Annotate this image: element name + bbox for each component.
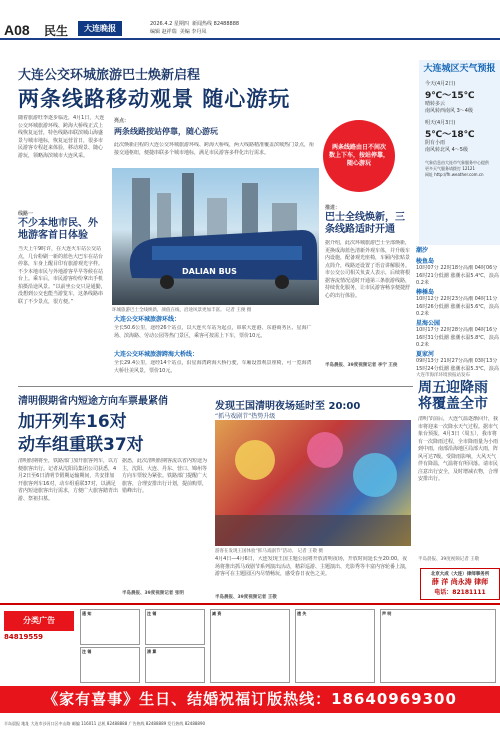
tide-place-info: 10时17分 22时28分高潮 04时16分 16时31分低潮 涨潮水温5.8℃，浪高0.2米	[416, 327, 499, 348]
weather-tomorrow-desc: 阴有小雨	[425, 140, 446, 146]
sub1-title: 不少本地市民、外地游客首日体验	[18, 218, 98, 241]
parade-photo	[215, 420, 411, 546]
route-detail-2-body: 全长29.4公里，途经14个站点，沿星海湾跨海大桥行驶，车厢设置观景座椅，可一览海湾大桥壮美风景，票价10元。	[114, 360, 312, 374]
law-firm-ad	[420, 568, 500, 600]
classified-box	[145, 609, 205, 645]
tide-place-info: 10时12分 22时23分高潮 04时11分 16时26分低潮 涨潮水温5.6℃，浪高0.2米	[416, 296, 499, 317]
sub1-body: 当天上午9时许，在大连火车站公交站点，几台粉刷一新的蓝色大巴车在站台停靠，车身上醒目印有旅游观光字样。不少本地市民与外地游客早早等候在站台上。乘车后，市民游客纷纷拿出手机拍摄沿途风景。“以前坐公交只是通勤，没想到公交也能当游览车，这条线路串联了不少景点，很方便。”	[18, 246, 106, 305]
midleft-byline: 半岛晨报、39度视频记者 张明	[122, 591, 184, 596]
sub2-body: 据介绍，此次环城旅游巴士全部焕新，更换成海蓝色清新外观车体，并升级车内设施，配备观光座椅，车厢内张贴景点简介，线路还设置了语音讲解服务。市公交公司相关负责人表示，后续将根据客流情况适时开通第三条旅游线路，持续优化服务，让市民游客畅享便捷舒心的出行体验。	[325, 240, 411, 299]
route-detail-1-body: 全长50.6公里，途经26个站点，以大连火车站为起点，串联大连港、东港商务区、星海广场、滨海路、劳动公园等热门景区，乘客可按需上下车，票价10元。	[114, 325, 312, 339]
weather-today-temp: 9℃～15℃	[425, 91, 475, 101]
law-firm-phone: 电话：82181111	[434, 589, 486, 596]
header-rule	[0, 38, 500, 40]
tide-box	[416, 245, 500, 370]
page-header	[0, 0, 500, 40]
classified-box	[295, 609, 375, 683]
weather-box	[419, 60, 500, 245]
tide-place-info: 09时13分 21时27分高潮 03时13分 15时24分低潮 涨潮水温5.3℃，浪高	[416, 358, 499, 372]
sub2-kicker: 推进：	[325, 205, 341, 211]
route-kicker: 亮点：	[114, 118, 130, 124]
tide-note: 大连市海洋环境预报站发布	[416, 373, 470, 378]
parade-caption: 游客在发现王国体验“抓马戏剧节”活动。 记者 王敬 摄	[215, 549, 323, 554]
tide-place-name: 梭鱼岛	[416, 258, 435, 265]
classified-box	[80, 647, 140, 683]
weather-today-desc: 晴转多云	[425, 101, 446, 107]
route-detail-2-title: 大连公交环城旅游跨海大桥线：	[114, 351, 199, 358]
classified-phone: 84819559	[4, 633, 43, 641]
route-body: 此次焕新启程的大连公交环城旅游环线、跨海大桥线，两大线路精准覆盖滨城热门景点，衔接交通枢纽，便捷串联多个城市地标，满足市民游客多样化出行需求。	[114, 142, 314, 156]
lead-intro: 随着旅游旺季逐步临近，4月1日，大连公交环城旅游环线、跨海大桥线正式上线恢复运营，特色线路串联滨城山海盛景与城市地标，恢复运营首日，很多市民游客专程赶来体验，移动观景、随心游玩，领略海滨城市大连风采。	[18, 115, 105, 159]
tide-place-name: 星海公园	[416, 320, 441, 327]
celebration-banner: 《家有喜事》生日、结婚祝福订版热线：18640969300	[0, 686, 500, 713]
classified-box-title: 清 算	[147, 649, 157, 654]
highlight-circle: 两条线路由日不间次 数上下车，按站停靠，随心游玩	[323, 120, 395, 192]
weather-web: 网址 http://fh.weather.com.cn	[425, 172, 484, 177]
law-firm-names: 薛 洋 尚永涛 律师	[431, 578, 489, 586]
page-footer: 半岛晨报 地址 大连市沙河口区中山路 邮编 116011 总机 82488888 广告热线 82488889 发行热线 82488890	[4, 721, 206, 726]
section-name: 民生	[44, 24, 69, 38]
midleft-kicker: 清明假期省内短途方向车票最紧俏	[18, 396, 168, 407]
lead-headline: 两条线路移动观景 随心游玩	[18, 87, 291, 111]
tide-place-name: 棒棰岛	[416, 289, 435, 296]
tide-place-info: 10时07分 22时18分高潮 04时06分 16时21分低潮 涨潮水温5.4℃，浪高0.2米	[416, 265, 499, 286]
law-firm-title: 北京大成（大连）律师事务所	[430, 572, 490, 577]
route-title: 两条线路按站停靠，随心游玩	[114, 127, 218, 136]
classified-ads	[0, 603, 500, 685]
hotline: 新闻热线 82488888	[192, 21, 240, 27]
header-info	[150, 20, 239, 36]
tide-place-name: 夏家河	[416, 351, 435, 358]
weather-tomorrow: 明天(4月3日)	[425, 120, 456, 126]
weather-tomorrow-wind: 南风转北风 4～5级	[425, 147, 468, 153]
sub1-kicker: 线路一	[18, 211, 34, 217]
classified-box	[145, 647, 205, 683]
parade-photo-illustration	[215, 420, 411, 546]
lead-kicker: 大连公交环城旅游巴士焕新启程	[18, 68, 201, 83]
bus-photo	[112, 168, 319, 305]
issue-date: 2026.4.2 星期四	[150, 21, 189, 27]
tide-title: 潮汐	[416, 247, 429, 254]
designer: 美编 李丹凤	[179, 29, 207, 35]
route-detail-1-title: 大连公交环城旅游环线：	[114, 316, 181, 323]
weather-tomorrow-temp: 5℃～18℃	[425, 130, 475, 140]
midright-title: 发现王国清明夜场延时至 20:00	[215, 401, 361, 412]
bus-photo-illustration	[112, 168, 319, 305]
weather-title: 大连城区天气预报	[423, 64, 496, 74]
right-story-byline: 半岛晨报、39度视频记者 王敬	[418, 557, 480, 562]
newspaper-logo: 大连晚报	[78, 21, 122, 36]
classified-box-title: 注 销	[147, 611, 157, 616]
right-story-title: 周五迎降雨 将覆盖全市	[418, 380, 488, 412]
midleft-title-2: 动车组重联37对	[18, 435, 144, 455]
midright-body: 4月4日—4月6日，大连发现王国主题公园将开放清明夜场，开放时间延长至20:00。夜场将推出抓马戏剧节系列演出活动，精彩巡游、主题演出、光影秀等丰富内容轮番上演，游客可在主题园区内尽情畅玩，感受春日夜色之美。	[215, 556, 411, 577]
midright-byline: 半岛晨报、39度视频记者 王敬	[215, 595, 277, 600]
classified-box	[210, 609, 290, 683]
classified-box-title: 注 销	[82, 649, 92, 654]
midleft-body-2: 据悉，此次清明假期客流以省内短途为主，沈阳、大连、丹东、营口、锦州等方向车票较为紧张。铁路部门提醒广大旅客，合理安排出行计划，提前购票，错峰出行。	[122, 458, 208, 494]
classified-box	[380, 609, 496, 683]
midleft-body: 清明假期将至，铁路部门加开旅客列车，以方便旅客出行。记者从沈阳局集团公司获悉，4月2日至6日清明节假期运输期间，共安排加开旅客列车16对，动车组重联37对，以满足省内短途旅客出行需求，方便广大旅客踏青出游、祭祖扫墓。	[18, 458, 118, 502]
right-story-body: 清明节前后，大连气温逐渐回升，我市将迎来一次降水天气过程。据市气象台预报，4月3日（周五），我市将有一次降雨过程，全市降雨量为小雨到中雨，南部沿海地区局部大雨，阵风可达7级。受降雨影响，大风天气伴有降温，气温将有所回落。请市民注意出行安全，及时增减衣物，合理安排出行。	[418, 416, 499, 482]
classified-box-title: 减 资	[212, 611, 222, 616]
weather-today: 今天(4月2日)	[425, 81, 456, 87]
classified-label: 分类广告	[4, 611, 74, 631]
midleft-title-1: 加开列车16对	[18, 412, 127, 432]
section-divider	[18, 386, 413, 387]
page-number: A08	[4, 22, 30, 38]
lead-byline: 半岛晨报、39度视频记者 李宁 王俊	[325, 363, 398, 368]
svg-text:DALIAN BUS: DALIAN BUS	[182, 267, 237, 276]
classified-box-title: 声 明	[382, 611, 392, 616]
classified-box-title: 通 知	[82, 611, 92, 616]
editor: 编辑 赵祥瑞	[150, 29, 177, 35]
classified-box	[80, 609, 140, 645]
sub2-title: 巴士全线焕新，三条线路适时开通	[325, 212, 405, 235]
photo-caption: 环城旅游巴士全线焕新，颜值在线，沿途风景更加丰富。 记者 王俊 摄	[112, 308, 252, 313]
weather-phone: 更多天气服务请拨打 12121	[425, 166, 475, 171]
classified-box-title: 遗 失	[297, 611, 307, 616]
weather-today-wind: 南风转西南风 3～4级	[425, 108, 473, 114]
midright-subtitle: “抓马戏剧节”热势升级	[215, 413, 276, 420]
weather-source: 气象信息由大连市气象服务中心提供	[425, 160, 489, 165]
